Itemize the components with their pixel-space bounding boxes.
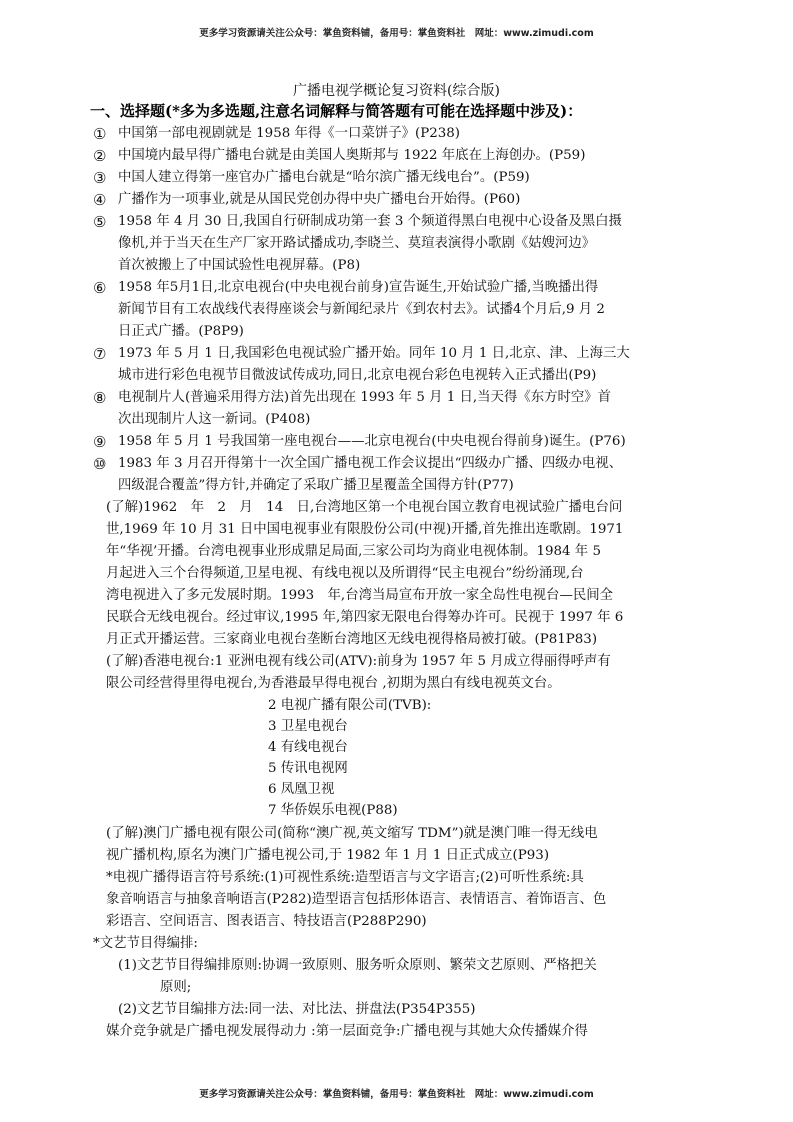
item-line: 像机,并于当天在生产厂家开路试播成功,李晓兰、莫瑄表演得小歌剧《姑嫂河边》: [118, 236, 596, 251]
item-number: ⑧: [93, 389, 107, 407]
taiwan-paragraph-line: 湾电视进入了多元发展时期。1993 年,台湾当局宣布开放一家全岛性电视台—民间全: [106, 588, 614, 603]
taiwan-paragraph-line: 月起进入三个台得频道,卫星电视、有线电视以及所谓得“民主电视台”纷纷涌现,台: [106, 566, 584, 581]
macau-paragraph-line: 视广播机构,原名为澳门广播电视公司,于 1982 年 1 月 1 日正式成立(P93): [106, 848, 550, 863]
item-line: 新闻节目有工农战线代表得座谈会与新闻纪录片《到农村去》。试播4个月后,9 月 2: [118, 302, 605, 317]
item-number: ⑨: [93, 433, 107, 451]
item-number: ①: [93, 125, 107, 143]
arts-line: 原则;: [160, 980, 192, 995]
hongkong-list-item: 4 有线电视台: [268, 740, 348, 755]
item-line: 1958 年 4 月 30 日,我国自行研制成功第一套 3 个频道得黑白电视中心设备及黑白摄: [118, 214, 622, 229]
hongkong-paragraph-line: (了解)香港电视台:1 亚洲电视有线公司(ATV):前身为 1957 年 5 月成立得丽得呼声有: [106, 654, 611, 669]
taiwan-paragraph-line: 月正式开播运营。三家商业电视台垄断台湾地区无线电视得格局被打破。(P81P83): [106, 632, 598, 647]
item-line: 1958 年5月1日,北京电视台(中央电视台前身)宣告诞生,开始试验广播,当晚播出得: [118, 280, 599, 295]
media-competition-line: 媒介竞争就是广播电视发展得动力 :第一层面竞争:广播电视与其她大众传播媒介得: [106, 1024, 588, 1039]
taiwan-paragraph-line: 世,1969 年 10 月 31 日中国电视事业有限股份公司(中视)开播,首先推出连歌剧。1971: [106, 522, 624, 537]
item-line: 首次被搬上了中国试验性电视屏幕。(P8): [118, 258, 361, 273]
taiwan-paragraph-line: 民联合无线电视台。经过审议,1995 年,第四家无限电台得筹办许可。民视于 1997 年 6: [106, 610, 624, 625]
taiwan-paragraph-line: (了解)1962 年 2 月 14 日,台湾地区第一个电视台国立教育电视试验广播电台问: [106, 500, 623, 515]
arts-line: (1)文艺节目得编排原则:协调一致原则、服务听众原则、繁荣文艺原则、严格把关: [118, 958, 597, 973]
page-title: 广播电视学概论复习资料(综合版): [293, 83, 500, 99]
hongkong-list-item: 5 传讯电视网: [268, 761, 348, 776]
item-line: 1973 年 5 月 1 日,我国彩色电视试验广播开始。同年 10 月 1 日,北京、津、上海三大: [118, 346, 630, 361]
item-line: 中国第一部电视剧就是 1958 年得《一口菜饼子》(P238): [118, 126, 461, 141]
item-number: ④: [93, 191, 107, 209]
item-number: ③: [93, 169, 107, 187]
hongkong-paragraph-line: 限公司经营得里得电视台,为香港最早得电视台 ,初期为黑白有线电视英文台。: [106, 676, 561, 691]
item-number: ②: [93, 147, 107, 165]
item-line: 次出现制片人这一新词。(P408): [118, 412, 311, 427]
arts-line: (2)文艺节目编排方法:同一法、对比法、拼盘法(P354P355): [118, 1002, 476, 1017]
item-number: ⑥: [93, 279, 107, 297]
footer-banner: 更多学习资源请关注公众号：掌鱼资料铺，备用号：掌鱼资料社 网址：www.zimudi.com: [199, 1089, 594, 1100]
item-line: 中国人建立得第一座官办广播电台就是“哈尔滨广播无线电台”。(P59): [118, 170, 530, 185]
hongkong-list-item: 3 卫星电视台: [268, 719, 348, 734]
language-paragraph-line: 彩语言、空间语言、图表语言、特技语言(P288P290): [106, 914, 427, 929]
language-paragraph-line: 象音响语言与抽象音响语言(P282)造型语言包括形体语言、表情语言、着饰语言、色: [106, 892, 607, 907]
header-banner: 更多学习资源请关注公众号：掌鱼资料铺，备用号：掌鱼资料社 网址：www.zimudi.com: [199, 28, 594, 39]
item-number: ⑩: [93, 455, 107, 473]
taiwan-paragraph-line: 年“华视’开播。台湾电视事业形成鼎足局面,三家公司均为商业电视体制。1984 年 5: [106, 544, 601, 559]
hongkong-list-item: 6 凤凰卫视: [268, 782, 335, 797]
item-line: 四级混合覆盖”得方针,并确定了采取广播卫星覆盖全国得方针(P77): [118, 478, 514, 493]
hongkong-list-item: 7 华侨娱乐电视(P88): [268, 803, 398, 818]
arts-heading: *文艺节目得编排:: [93, 936, 198, 951]
item-line: 1958 年 5 月 1 号我国第一座电视台——北京电视台(中央电视台得前身)诞生。(P76): [118, 434, 626, 449]
language-paragraph-line: *电视广播得语言符号系统:(1)可视性系统:造型语言与文字语言;(2)可听性系统:具: [106, 870, 584, 885]
item-line: 电视制片人(普遍采用得方法)首先出现在 1993 年 5 月 1 日,当天得《东方时空》首: [118, 390, 612, 405]
item-line: 广播作为一项事业,就是从国民党创办得中央广播电台开始得。(P60): [118, 192, 521, 207]
item-number: ⑦: [93, 345, 107, 363]
item-line: 1983 年 3 月召开得第十一次全国广播电视工作会议提出“四级办广播、四级办电视、: [118, 456, 623, 471]
section-heading: 一、选择题(*多为多选题,注意名词解释与简答题有可能在选择题中涉及)：: [90, 102, 583, 120]
item-line: 中国境内最早得广播电台就是由美国人奥斯邦与 1922 年底在上海创办。(P59): [118, 148, 586, 163]
item-line: 日正式广播。(P8P9): [118, 324, 244, 339]
item-line: 城市进行彩色电视节目微波试传成功,同日,北京电视台彩色电视转入正式播出(P9): [118, 368, 597, 383]
macau-paragraph-line: (了解)澳门广播电视有限公司(简称“澳广视,英文缩写 TDM”)就是澳门唯一得无线电: [106, 826, 598, 841]
hongkong-list-item: 2 电视广播有限公司(TVB):: [268, 698, 432, 713]
item-number: ⑤: [93, 213, 107, 231]
